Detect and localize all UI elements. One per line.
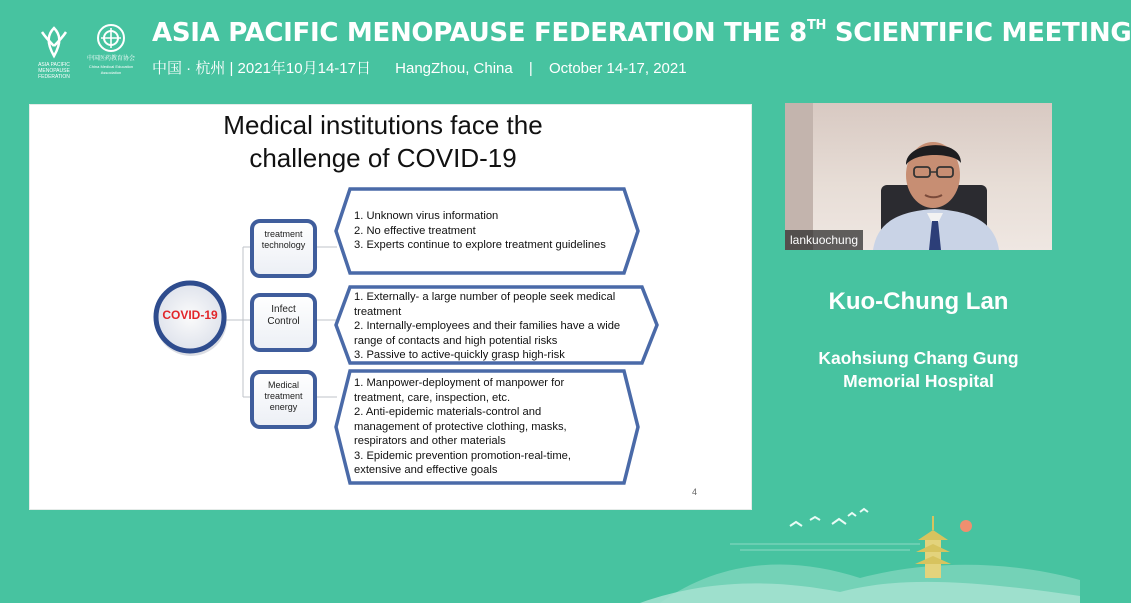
subtitle-chinese: 中国 · 杭州 | 2021年10月14-17日: [152, 60, 371, 77]
list-item: 1. Manpower-deployment of manpower for: [354, 377, 565, 389]
list-item: 1. Externally- a large number of people seek medical: [354, 291, 616, 303]
speaker-video[interactable]: [785, 103, 1052, 250]
cmea-logo-subtext: China Medical Education Association: [88, 64, 134, 75]
sun-icon: [960, 520, 972, 532]
list-item: range of contacts and high potential risks: [354, 334, 558, 347]
landscape-decoration: [640, 500, 1080, 603]
birds-icon: [790, 509, 868, 526]
list-item: 1. Unknown virus information: [354, 210, 499, 222]
detail-text-2: [354, 290, 620, 363]
category-label-treatment: treatment technology: [261, 229, 306, 250]
slide-title-line1: Medical institutions face the: [223, 110, 543, 140]
list-item: management of protective clothing, masks,: [354, 420, 567, 433]
list-item: treatment, care, inspection, etc.: [354, 391, 511, 404]
list-item: 2. No effective treatment: [354, 224, 476, 237]
list-item: 3. Experts continue to explore treatment guidelines: [354, 239, 606, 251]
conference-subtitle: [152, 57, 693, 78]
list-item: respirators and other materials: [354, 435, 506, 447]
detail-text-1: [354, 209, 606, 253]
title-end: SCIENTIFIC MEETING: [826, 18, 1131, 48]
title-main: ASIA PACIFIC MENOPAUSE FEDERATION THE 8: [152, 18, 807, 48]
list-item: treatment: [354, 305, 402, 318]
list-item: 3. Passive to active-quickly grasp high-risk: [354, 349, 565, 361]
list-item: 2. Anti-epidemic materials-control and: [354, 406, 542, 418]
category-label-infect: Infect Control: [267, 304, 300, 327]
speaker-name: Kuo-Chung Lan: [828, 288, 1009, 315]
cmea-logo-text: 中国医药教育协会: [86, 56, 135, 62]
subtitle-date: October 14-17, 2021: [548, 60, 687, 77]
speaker-organization: Kaohsiung Chang Gung Memorial Hospital: [818, 348, 1019, 391]
list-item: 3. Epidemic prevention promotion-real-time,: [354, 449, 572, 462]
video-name-tag: lankuochung: [785, 230, 863, 250]
presentation-slide: [29, 104, 752, 510]
apmf-logo-text: ASIA PACIFIC MENOPAUSE FEDERATION: [38, 62, 70, 80]
conference-title: [152, 18, 1131, 48]
title-superscript: TH: [806, 18, 827, 33]
detail-text-3: [354, 376, 571, 478]
cmea-logo: [80, 22, 142, 74]
speaker-figure: [785, 103, 1052, 250]
slide-page-number: 4: [691, 487, 697, 497]
subtitle-city: HangZhou, China: [395, 60, 513, 77]
covid-label: COVID-19: [162, 308, 218, 322]
slide-title-line2: challenge of COVID-19: [249, 143, 517, 173]
category-label-medical: Medical treatment energy: [264, 380, 303, 412]
list-item: extensive and effective goals: [354, 464, 498, 476]
list-item: 2. Internally-employees and their families have a wide: [354, 320, 621, 332]
subtitle-separator: |: [528, 60, 533, 77]
apmf-logo: [34, 22, 74, 80]
